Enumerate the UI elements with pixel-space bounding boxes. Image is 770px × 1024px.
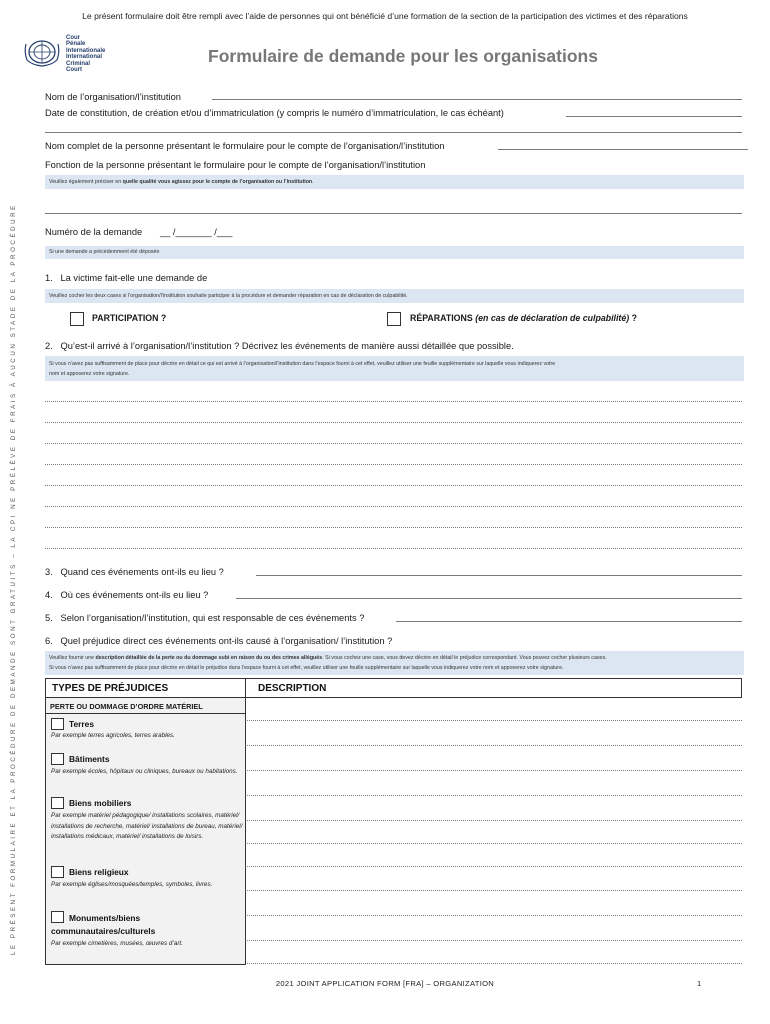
person-name-input-line[interactable] [498,149,748,150]
question-6-label: 6. Quel préjudice direct ces événements ont-ils causé à l’organisation/ l’institution ? [45,636,393,646]
page-number: 1 [697,979,702,988]
column-header-types: TYPES DE PRÉJUDICES [52,683,169,694]
participation-label: PARTICIPATION ? [92,313,167,323]
footer-text: 2021 JOINT APPLICATION FORM [FRA] – ORGANIZATION [275,979,495,988]
side-disclaimer: LE PRÉSENT FORMULAIRE ET LA PROCÉDURE DE DEMANDE SONT GRATUITS – LA CPI NE PRÉLÈVE DE FRAIS À AUCUN STADE DE LA PROCÉDURE [10,203,17,955]
participation-checkbox[interactable] [70,312,84,326]
logo-wordmark: Cour Pénale Internationale International Criminal Court [66,35,106,74]
movable-property-checkbox[interactable] [51,797,64,809]
question-5-input-line[interactable] [396,621,742,622]
person-function-label: Fonction de la personne présentant le formulaire pour le compte de l’organisation/l’institution [45,160,426,170]
land-label: Terres [69,719,94,729]
capacity-note: Veuillez également préciser en quelle qualité vous agissez pour le compte de l’organisation ou l’institution. [45,175,744,189]
question-4-label: 4. Où ces événements ont-ils eu lieu ? [45,590,209,600]
previous-application-note: Si une demande a précédemment été déposée [45,246,744,259]
column-header-description: DESCRIPTION [258,683,327,694]
question-2-note: Si vous n’avez pas suffisamment de place pour décrire en détail ce qui est arrivé à l’organisation/l’institution dans l’espace fourni à cet effet, veuillez utiliser une feuille supplémentaire sur laquelle vous indiquerez votre nom et apposerez votre signature. [45,356,744,381]
creation-date-input-line-2[interactable] [45,132,742,133]
reparations-label: RÉPARATIONS (en cas de déclaration de culpabilité) ? [410,313,638,323]
question-6-note: Veuillez fournir une description détaillée de la perte ou du dommage subi en raison du ou des crimes allégués. Si vous cochez une case, vous devez décrire en détail le préjudice correspondant. Vous pouvez cocher plusieurs cases. Si vous n’avez pas suffisamment de place pour décrire en détail le préjudice dans l’espace fourni à cet effet, veuillez utiliser une feuille supplémentaire sur laquelle vous indiquerez votre nom et apposerez votre signature. [45,651,744,675]
icc-logo [22,34,142,74]
question-3-input-line[interactable] [256,575,742,576]
section-material-heading: PERTE OU DOMMAGE D’ORDRE MATÉRIEL [50,702,203,711]
buildings-example: Par exemple écoles, hôpitaux ou cliniques, bureaux ou habitations. [51,768,238,775]
question-4-input-line[interactable] [236,598,742,599]
question-1-label: 1. La victime fait-elle une demande de [45,273,208,283]
monuments-label: Monuments/biens communautaires/culturels [51,913,156,936]
org-name-input-line[interactable] [212,99,742,100]
question-2-label: 2. Qu’est-il arrivé à l’organisation/l’institution ? Décrivez les événements de manière aussi détaillée que possible. [45,341,514,351]
movable-property-example: Par exemple matériel pédagogique/ installations scolaires, matériel/ installations de recherche, matériel/ installations de bureau, matériel/ installations médicaux, matériel/ installations de loisirs. [51,812,243,840]
creation-date-label: Date de constitution, de création et/ou d’immatriculation (y compris le numéro d’immatriculation, le cas échéant) [45,108,504,118]
question-3-label: 3. Quand ces événements ont-ils eu lieu ? [45,567,224,577]
land-checkbox[interactable] [51,718,64,730]
page-title: Formulaire de demande pour les organisations [208,46,598,66]
creation-date-input-line[interactable] [566,116,742,117]
religious-property-example: Par exemple églises/mosquées/temples, symboles, livres. [51,881,213,888]
top-instruction-note: Le présent formulaire doit être rempli avec l’aide de personnes qui ont bénéficié d’une formation de la section de la participation des victimes et des réparations [82,11,688,21]
buildings-checkbox[interactable] [51,753,64,765]
buildings-label: Bâtiments [69,754,110,764]
movable-property-label: Biens mobiliers [69,798,132,808]
org-name-label: Nom de l’organisation/l’institution [45,92,181,102]
application-number-input[interactable]: __ /_______ /___ [160,227,233,237]
religious-property-checkbox[interactable] [51,866,64,878]
application-number-label: Numéro de la demande [45,227,143,237]
person-function-input-line[interactable] [45,213,742,214]
reparations-checkbox[interactable] [387,312,401,326]
icc-emblem-icon [22,34,62,70]
person-name-label: Nom complet de la personne présentant le formulaire pour le compte de l’organisation/l’institution [45,141,445,151]
question-5-label: 5. Selon l’organisation/l’institution, qui est responsable de ces événements ? [45,613,365,623]
monuments-example: Par exemple cimetières, musées, œuvres d’art. [51,940,183,947]
religious-property-label: Biens religieux [69,867,129,877]
question-1-note: Veuillez cocher les deux cases si l’organisation/l’institution souhaite participer à la procédure et demander réparation en cas de déclaration de culpabilité. [45,289,744,303]
land-example: Par exemple terres agricoles, terres arables. [51,732,175,739]
